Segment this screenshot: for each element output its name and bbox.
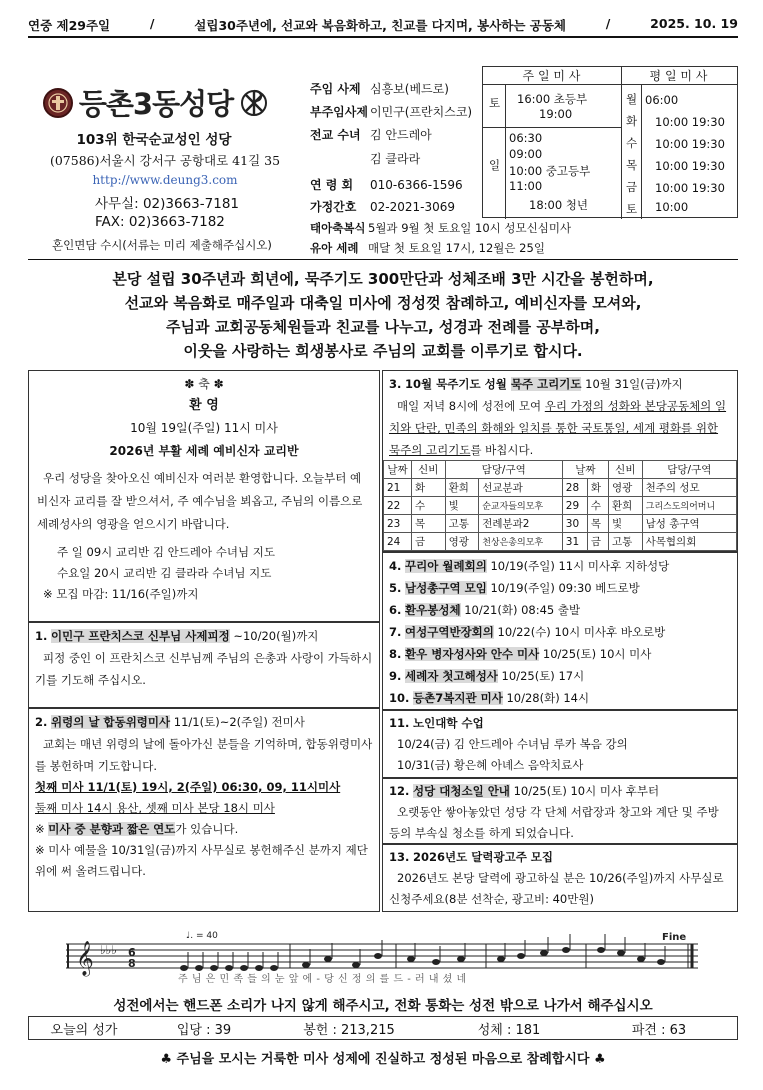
notice-title: 노인대학 수업 [413,716,484,730]
notice-body: 오랫동안 쌓아놓았던 성당 각 단체 서랍장과 창고와 계단 및 주방 등의 부속실 청소를 하게 되었습니다. [389,805,719,840]
table-row: 24 금 영광 천상은총의모후 31 금 고통 사목협의회 [384,533,737,551]
notice-title: 10월 묵주기도 성월 [405,377,511,391]
note-head [517,953,525,959]
notice-title: 묵주 고리기도 [510,377,582,391]
notice-detail: 10월 31일(금)까지 [581,377,683,391]
issue-date: 2025. 10. 19 [650,16,738,31]
footer-exhortation: ♣ 주님을 모시는 거룩한 미사 성제에 진실하고 정성된 마음으로 참례합시다 ♣ [160,1052,606,1067]
motto-line: 주님과 교회공동체원들과 친교를 나누고, 성경과 전례를 공부하며, [166,318,600,336]
hymns-label: 오늘의 성가 [50,1022,118,1038]
weekday-mass-heading: 평 일 미 사 [649,69,708,83]
table-row: 23 목 고통 전례분과2 30 목 빛 남성 총구역 [384,515,737,533]
psalm-lyrics: 주 님 은 민 족 들 의 눈 앞 에 - 당 신 정 의 를 드 - 러 내 셨 네 [178,974,467,985]
notice-number: 1. [35,629,48,643]
staff-row: 주임 사제 심흥보(베드로) [310,82,449,96]
wedding-notice: 혼인면담 수시(서류는 미리 제출해주십시오) [52,238,272,252]
weekday-mass-time: 10:00 19:30 [655,115,725,129]
weekday-mass-time: 10:00 19:30 [655,159,725,173]
welcome-title: 환 영 [189,398,219,413]
svg-text:6: 6 [128,946,136,959]
offering-note: ※ 미사 예물을 10/31일(금)까지 사무실로 봉헌해주신 분까지 제단 위에 써 올려드립니다. [35,843,368,878]
offertory-hymn: 봉헌 : 213,215 [303,1022,395,1038]
note-head [657,959,665,965]
notice-title: 위령의 날 합동위령미사 [51,715,171,729]
todays-hymns [28,1016,738,1040]
motto-line: 본당 설립 30주년과 희년에, 묵주기도 300만단과 성체조배 3만 시간을 봉헌하며, [112,270,654,288]
notice-body: 매일 저녁 8시에 성전에 모여 우리 가정의 성화와 본당공동체의 일치와 단란, 민족의 화해와 일치를 통한 국토통일, 세계 평화를 위한 묵주의 고리기도를 바칩시다. [389,399,727,457]
first-mass-schedule: 첫째 미사 11/1(토) 19시, 2(주일) 06:30, 09, 11시미사 [35,780,341,794]
weekday-label: 화 [626,114,638,128]
weekday-mass-time: 10:00 19:30 [655,181,725,195]
notice-number: 11. [389,716,410,730]
svg-text:Fine: Fine [662,932,687,943]
notice-number: 3. [389,377,402,391]
church-subtitle: 103위 한국순교성인 성당 [76,132,232,148]
note-head [562,947,570,953]
svg-text:♭♭♭: ♭♭♭ [100,943,117,957]
notice-12 [382,778,738,844]
sunday-label: 일 [489,158,501,172]
notice-title: 성당 대청소일 안내 [413,784,510,798]
notice-2 [28,708,380,912]
staff-row: 김 클라라 [370,152,421,166]
sunday-mass-time: 10:00 중고등부 [509,164,591,178]
church-address: (07586)서울시 강서구 공항대로 41길 35 [49,153,281,168]
notice-body: 2026년도 본당 달력에 광고하실 분은 10/26(주일)까지 사무실로 신청주세요(8분 선착순, 광고비: 40만원) [389,871,724,906]
staff-row: 연 령 회 010-6366-1596 [310,178,463,192]
class-schedule: 10/31(금) 황은혜 아녜스 음악치료사 [397,758,584,772]
incense-note: ※ 미사 중 분향과 짧은 연도가 있습니다. [35,822,239,836]
notice-number: 2. [35,715,48,729]
sunday-mass-time: 06:30 [509,131,543,145]
notice-item: 4. 꾸리아 월례회의 10/19(주일) 11시 미사후 지하성당 [389,559,670,573]
note-head [432,959,440,965]
saturday-mass-time: 16:00 초등부 [517,92,588,106]
notice-13 [382,844,738,912]
notice-number: 13. [389,850,410,864]
separator: / [605,16,611,31]
welcome-box [28,370,380,622]
divider [28,36,738,38]
notice-11 [382,710,738,778]
motto-line: 선교와 복음화로 매주일과 대축일 미사에 정성껏 참례하고, 예비신자를 모셔와, [124,294,642,312]
notice-detail: ~10/20(월)까지 [233,629,319,643]
weekday-label: 수 [626,136,638,150]
sunday-mass-time: 11:00 [509,179,543,193]
weekday-label: 목 [626,158,638,172]
note-head [497,956,505,962]
divider [28,259,738,260]
entrance-hymn: 입당 : 39 [176,1022,232,1038]
notice-body: 교회는 매년 위령의 날에 돌아가신 분들을 기억하며, 합동위령미사를 봉헌하며 기도합니다. [35,737,373,773]
catechism-class: 수요일 20시 교리반 김 클라라 수녀님 지도 [57,566,272,580]
welcome-subtitle: 2026년 부활 세례 예비신자 교리반 [109,444,299,458]
church-logo-row [32,82,280,123]
saturday-label: 토 [489,96,501,110]
note-head [457,956,465,962]
notice-item: 10. 등촌7복지관 미사 10/28(화) 14시 [389,691,590,705]
note-head [540,950,548,956]
notice-number: 12. [389,784,410,798]
motto-line: 이웃을 사랑하는 희생봉사로 주님의 교회를 이루기로 합시다. [183,342,583,360]
liturgical-week: 연중 제29주일 [28,18,111,33]
weekday-mass-time: 10:00 19:30 [655,137,725,151]
church-seal-icon [43,88,73,118]
celebration-mark: ✽ 축 ✽ [184,377,224,391]
header-bar [28,16,738,34]
staff-row: 가정간호 02-2021-3069 [310,200,456,214]
mass-schedule-table [482,66,738,218]
saturday-mass-time: 19:00 [539,107,573,121]
weekday-label: 월 [626,92,638,106]
svg-text:8: 8 [128,957,136,970]
weekday-label: 토 [626,202,638,216]
table-row: 22 수 빛 순교자들의모후 29 수 환희 그리스도의어머니 [384,497,737,515]
notice-detail: 11/1(토)~2(주일) 전미사 [173,715,305,729]
notice-body: 피정 중인 이 프란치스코 신부님께 주님의 은총과 사랑이 가득하시기를 기도해 주십시오. [35,651,373,687]
note-head [617,950,625,956]
sunday-mass-time: 18:00 청년 [529,198,589,212]
rosary-schedule-table [383,460,737,551]
phone-warning: 성전에서는 핸드폰 소리가 나지 않게 해주시고, 전화 통화는 성전 밖으로 나가서 해주십시오 [113,998,653,1014]
note-head [374,953,382,959]
communion-hymn: 성체 : 181 [477,1022,541,1038]
note-head [637,956,645,962]
office-fax: FAX: 02)3663-7182 [95,214,225,230]
separator: / [149,16,155,31]
note-head [352,962,360,968]
enrollment-deadline: ※ 모집 마감: 11/16(주일)까지 [43,587,199,601]
notice-item: 7. 여성구역반장회의 10/22(수) 10시 미사후 바오로방 [389,625,666,639]
notice-item: 9. 세례자 첫고해성사 10/25(토) 17시 [389,669,585,683]
fetal-blessing-info: 태아축복식 5월과 9월 첫 토요일 10시 성모신심미사 [310,221,572,235]
office-phone: 사무실: 02)3663-7181 [95,196,239,212]
notice-title: 이민구 프란치스코 신부님 사제피정 [51,629,230,643]
notice-1 [28,622,380,708]
staff-row: 부주임사제 이민구(프란치스코) [310,105,473,119]
note-head [324,956,332,962]
infant-baptism-info: 유아 세례 매달 첫 토요일 17시, 12월은 25일 [310,241,545,255]
sunday-mass-time: 09:00 [509,147,543,161]
welcome-date: 10월 19일(주일) 11시 미사 [130,421,278,435]
notice-detail: 10/25(토) 10시 미사 후부터 [509,784,660,798]
note-head [407,956,415,962]
table-row: 21 화 환희 선교분과 28 화 영광 천주의 성모 [384,479,737,497]
staff-row: 전교 수녀 김 안드레아 [310,128,432,142]
weekday-label: 금 [626,180,638,194]
notice-item: 8. 환우 병자성사와 안수 미사 10/25(토) 10시 미사 [389,647,652,661]
weekday-mass-time: 06:00 [645,93,679,107]
welcome-body: 우리 성당을 찾아오신 예비신자 여러분 환영합니다. 오늘부터 예비신자 교리를 잘 받으셔서, 주 예수님을 뵈옵고, 주님의 이름으로 세례성사의 영광을 얻으시기 바랍니다. [37,471,363,531]
notices-4-10 [382,552,738,710]
chi-rho-icon [239,88,269,118]
class-schedule: 10/24(금) 김 안드레아 수녀님 루카 복음 강의 [397,737,628,751]
parish-slogan: 설립30주년에, 선교와 복음화하고, 친교를 다지며, 봉사하는 공동체 [194,18,566,33]
parish-motto [28,267,738,363]
notice-title: 2026년도 달력광고주 모집 [413,850,554,864]
church-name: 등촌3동성당 [78,87,234,121]
church-website-link[interactable]: http://www.deung3.com [92,173,238,187]
table-header-row: 날짜 신비 담당/구역 날짜 신비 담당/구역 [384,461,737,479]
catechism-class: 주 일 09시 교리반 김 안드레아 수녀님 지도 [57,545,275,559]
svg-text:𝄞: 𝄞 [76,941,94,976]
recessional-hymn: 파견 : 63 [631,1022,687,1038]
psalm-music-staff [66,930,698,990]
second-third-mass-schedule: 둘째 미사 14시 용산, 셋째 미사 본당 18시 미사 [35,801,275,815]
weekday-mass-time: 10:00 [655,200,689,214]
note-head [597,947,605,953]
svg-text:♩. = 40: ♩. = 40 [186,931,218,941]
notice-item: 6. 환우봉성체 10/21(화) 08:45 출발 [389,603,581,617]
note-head [302,962,310,968]
notice-item: 5. 남성총구역 모임 10/19(주일) 09:30 베드로방 [389,581,640,595]
sunday-mass-heading: 주 일 미 사 [522,69,581,83]
